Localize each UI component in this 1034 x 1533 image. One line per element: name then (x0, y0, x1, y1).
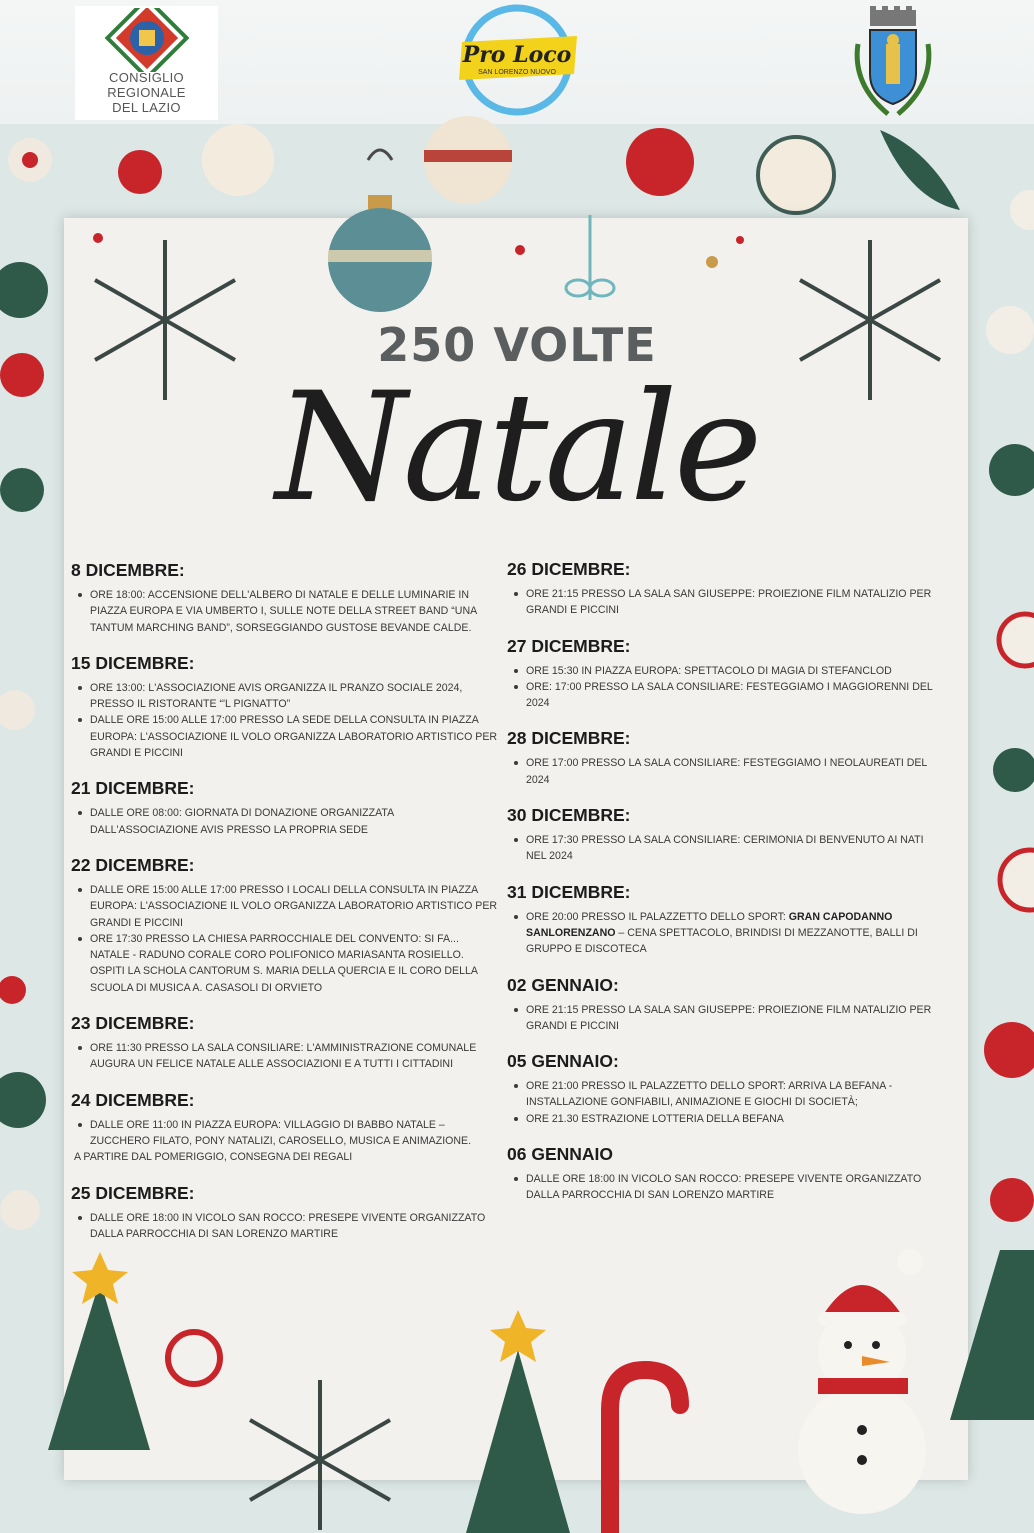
event-item: ORE 21.30 ESTRAZIONE LOTTERIA DELLA BEFANA (507, 1111, 935, 1127)
event-item: DALLE ORE 15:00 ALLE 17:00 PRESSO I LOCALI DELLA CONSULTA IN PIAZZA EUROPA: L'ASSOCIAZIONE IL VOLO ORGANIZZA LABORATORIO ARTISTICO PER GRANDI E PICCINI (71, 882, 499, 931)
event-item: ORE 21:00 PRESSO IL PALAZZETTO DELLO SPORT: ARRIVA LA BEFANA - INSTALLAZIONE GONFIABILI, ANIMAZIONE E GIOCHI DI SOCIETÀ; (507, 1078, 935, 1111)
event-item: ORE 21:15 PRESSO LA SALA SAN GIUSEPPE: PROIEZIONE FILM NATALIZIO PER GRANDI E PICCINI (507, 586, 935, 619)
day-heading: 26 DICEMBRE: (507, 559, 631, 579)
event-item: ORE 17:30 PRESSO LA CHIESA PARROCCHIALE DEL CONVENTO: SI FA... NATALE - RADUNO CORALE CORO POLIFONICO MARIASANTA ROSIELLO. OSPITI LA SCHOLA CANTORUM S. MARIA DELLA QUERCIA E IL CORO DELLA SCUOLA DI MUSICA A. CASASOLI DI ORVIETO (71, 931, 499, 996)
day-heading: 23 DICEMBRE: (71, 1013, 195, 1034)
day-heading: 8 DICEMBRE: (71, 560, 185, 580)
day-heading: 22 DICEMBRE: (71, 854, 195, 875)
day-25-dicembre (71, 1183, 499, 1243)
day-15-dicembre (71, 653, 499, 761)
event-item (507, 909, 935, 958)
day-22-dicembre (71, 855, 499, 996)
event-item: ORE 13:00: L'ASSOCIAZIONE AVIS ORGANIZZA IL PRANZO SOCIALE 2024, PRESSO IL RISTORANTE “'L PIGNATTO” (71, 680, 499, 713)
day-heading: 27 DICEMBRE: (507, 635, 631, 656)
event-item: DALLE ORE 11:00 IN PIAZZA EUROPA: VILLAGGIO DI BABBO NATALE – ZUCCHERO FILATO, PONY NATALIZI, CAROSELLO, MUSICA E ANIMAZIONE. (71, 1117, 499, 1150)
day-heading: 06 GENNAIO (507, 1144, 613, 1165)
day-05-gennaio (507, 1051, 935, 1127)
day-heading: 15 DICEMBRE: (71, 652, 195, 673)
day-heading: 02 GENNAIO: (507, 974, 619, 995)
day-heading: 25 DICEMBRE: (71, 1182, 195, 1203)
christmas-tree-right-icon (950, 1250, 1034, 1420)
event-text: – CENA SPETTACOLO, BRINDISI DI MEZZANOTTE, BALLI DI GRUPPO E DISCOTECA (526, 926, 918, 956)
title-line-1: 250 VOLTE (377, 318, 657, 372)
day-heading: 31 DICEMBRE: (507, 881, 631, 902)
event-item: ORE 18:00: ACCENSIONE DELL'ALBERO DI NATALE E DELLE LUMINARIE IN PIAZZA EUROPA E VIA UMBERTO I, SULLE NOTE DELLA STREET BAND “UNA TANTUM MARCHING BAND”, SORSEGGIANDO GUSTOSE BEVANDE CALDE. (71, 587, 499, 636)
christmas-tree-left-icon (48, 1252, 150, 1450)
day-8-dicembre (71, 560, 499, 636)
day-heading: 21 DICEMBRE: (71, 778, 195, 799)
event-item: ORE 21:15 PRESSO LA SALA SAN GIUSEPPE: PROIEZIONE FILM NATALIZIO PER GRANDI E PICCINI (507, 1002, 935, 1035)
title-line-2: Natale (275, 361, 759, 535)
event-item: ORE 15:30 IN PIAZZA EUROPA: SPETTACOLO DI MAGIA DI STEFANCLOD (507, 663, 935, 679)
schedule-left-column (71, 560, 499, 1259)
event-highlight: GRAN CAPODANNO SANLORENZANO (526, 910, 893, 939)
teal-bauble-icon (328, 150, 432, 312)
day-23-dicembre (71, 1013, 499, 1073)
event-item: DALLE ORE 18:00 IN VICOLO SAN ROCCO: PRESEPE VIVENTE ORGANIZZATO DALLA PARROCCHIA DI SAN LORENZO MARTIRE (507, 1171, 935, 1204)
event-item: ORE 17:00 PRESSO LA SALA CONSILIARE: FESTEGGIAMO I NEOLAUREATI DEL 2024 (507, 755, 935, 788)
christmas-tree-center-icon (466, 1310, 570, 1533)
event-item: DALLE ORE 08:00: GIORNATA DI DONAZIONE ORGANIZZATA DALL'ASSOCIAZIONE AVIS PRESSO LA PROPRIA SEDE (71, 805, 499, 838)
consiglio-logo-text: CONSIGLIO REGIONALE DEL LAZIO (107, 70, 186, 115)
day-heading: 28 DICEMBRE: (507, 728, 631, 749)
day-26-dicembre (507, 559, 935, 619)
event-item: DALLE ORE 18:00 IN VICOLO SAN ROCCO: PRESEPE VIVENTE ORGANIZZATO DALLA PARROCCHIA DI SAN LORENZO MARTIRE (71, 1210, 499, 1243)
pro-loco-subtitle: SAN LORENZO NUOVO (478, 69, 556, 76)
candy-cane-icon (610, 1370, 680, 1533)
event-item-continuation: A PARTIRE DAL POMERIGGIO, CONSEGNA DEI REGALI (74, 1151, 353, 1164)
schedule-right-column (507, 559, 935, 1221)
pro-loco-title: Pro Loco (462, 42, 572, 68)
day-24-dicembre (71, 1090, 499, 1166)
event-item: ORE 11:30 PRESSO LA SALA CONSILIARE: L'AMMINISTRAZIONE COMUNALE AUGURA UN FELICE NATALE ALLE ASSOCIAZIONI E A TUTTI I CITTADINI (71, 1040, 499, 1073)
event-item: DALLE ORE 15:00 ALLE 17:00 PRESSO LA SEDE DELLA CONSULTA IN PIAZZA EUROPA: L'ASSOCIAZIONE IL VOLO ORGANIZZA LABORATORIO ARTISTICO PER GRANDI E PICCINI (71, 712, 499, 761)
event-item: ORE 17:30 PRESSO LA SALA CONSILIARE: CERIMONIA DI BENVENUTO AI NATI NEL 2024 (507, 832, 935, 865)
day-30-dicembre (507, 805, 935, 865)
day-21-dicembre (71, 778, 499, 838)
event-text: ORE 20:00 PRESSO IL PALAZZETTO DELLO SPORT: (526, 910, 789, 923)
day-heading: 30 DICEMBRE: (507, 805, 631, 826)
snowman-icon (798, 1249, 926, 1514)
day-06-gennaio (507, 1144, 935, 1204)
day-heading: 05 GENNAIO: (507, 1051, 619, 1072)
day-28-dicembre (507, 728, 935, 788)
event-item: ORE: 17:00 PRESSO LA SALA CONSILIARE: FESTEGGIAMO I MAGGIORENNI DEL 2024 (507, 679, 935, 712)
day-31-dicembre (507, 882, 935, 958)
day-heading: 24 DICEMBRE: (71, 1089, 195, 1110)
red-ring-icon (168, 1332, 220, 1384)
snowflake-bottom-icon (250, 1380, 390, 1530)
day-02-gennaio (507, 975, 935, 1035)
bow-ornament-icon (566, 215, 614, 300)
day-27-dicembre (507, 636, 935, 712)
